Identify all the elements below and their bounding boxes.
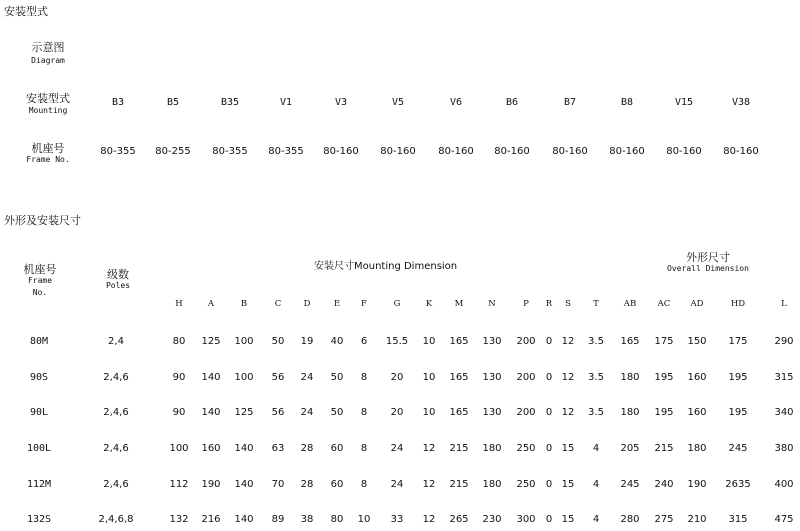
poles-header-en: Poles [105,281,131,290]
poles-cell: 2,4,6,8 [98,514,134,525]
dimension-cell: 215 [449,443,469,454]
dimension-cell: 80 [330,514,344,525]
frame-range-cell: 80-255 [155,146,191,157]
dimension-cell: 8 [360,443,368,454]
mounting-type-cell: V5 [391,97,405,108]
frame-header-en: Frame [27,276,53,285]
column-header-a: A [207,299,215,309]
dimension-cell: 315 [774,372,794,383]
dimension-cell: 12 [561,372,575,383]
dimension-cell: 15 [561,514,575,525]
dimension-cell: 130 [482,336,502,347]
mounting-type-cell: V6 [449,97,463,108]
column-header-c: C [274,299,282,309]
dimension-cell: 112 [169,479,189,490]
dimension-cell: 4 [592,479,600,490]
dimension-cell: 200 [516,336,536,347]
dimension-cell: 63 [271,443,285,454]
dimension-cell: 180 [482,479,502,490]
dimension-cell: 60 [330,443,344,454]
dimension-cell: 0 [545,372,553,383]
dimension-cell: 0 [545,336,553,347]
dimension-cell: 20 [390,407,404,418]
dimension-cell: 50 [330,407,344,418]
dimension-cell: 195 [654,407,674,418]
dimension-cell: 165 [449,372,469,383]
dimension-cell: 190 [201,479,221,490]
dimension-cell: 180 [687,443,707,454]
poles-cell: 2,4,6 [103,479,129,490]
column-header-s: S [565,299,571,309]
frame-range-cell: 80-160 [552,146,588,157]
poles-cell: 2,4,6 [103,372,129,383]
dimension-cell: 250 [516,479,536,490]
frame-range-cell: 80-160 [609,146,645,157]
diagram-label-cn: 示意图 [31,41,65,54]
dimension-cell: 4 [592,514,600,525]
dimension-cell: 165 [449,407,469,418]
column-header-f: F [361,299,367,309]
frame-cell: 80M [29,336,49,347]
column-header-ab: AB [623,299,637,309]
column-header-l: L [781,299,787,309]
dimension-cell: 19 [300,336,314,347]
mounting-type-cell: B3 [111,97,125,108]
dimension-cell: 140 [234,443,254,454]
dimension-cell: 90 [172,372,186,383]
dimension-cell: 100 [169,443,189,454]
dimension-cell: 240 [654,479,674,490]
dimension-cell: 175 [654,336,674,347]
dimension-cell: 165 [620,336,640,347]
dimension-cell: 180 [620,372,640,383]
mounting-type-cell: V1 [279,97,293,108]
dimension-cell: 50 [271,336,285,347]
frame-range-cell: 80-355 [268,146,304,157]
dimension-cell: 150 [687,336,707,347]
dimension-cell: 3.5 [588,336,604,347]
dimension-cell: 0 [545,479,553,490]
dimension-cell: 24 [300,407,314,418]
dimension-cell: 33 [390,514,404,525]
dimension-cell: 10 [422,372,436,383]
column-header-d: D [303,299,311,309]
dimension-cell: 100 [234,336,254,347]
frame-range-cell: 80-355 [100,146,136,157]
dimension-cell: 12 [422,443,436,454]
dimension-cell: 210 [687,514,707,525]
dimension-cell: 195 [728,372,748,383]
dimension-cell: 275 [654,514,674,525]
dimension-cell: 3.5 [588,372,604,383]
column-header-k: K [425,299,433,309]
dimension-cell: 12 [422,479,436,490]
dimension-cell: 195 [728,407,748,418]
dimension-cell: 40 [330,336,344,347]
dimension-cell: 165 [449,336,469,347]
mounting-type-cell: V38 [731,97,751,108]
dimension-cell: 50 [330,372,344,383]
dimension-cell: 190 [687,479,707,490]
column-header-g: G [393,299,401,309]
frame-range-cell: 80-160 [723,146,759,157]
dimension-cell: 10 [357,514,371,525]
diagram-label-en: Diagram [31,56,65,65]
dimension-cell: 380 [774,443,794,454]
frame-label-en: Frame No. [26,155,70,164]
dimension-cell: 8 [360,372,368,383]
frame-cell: 90S [29,372,49,383]
mounting-type-cell: B6 [505,97,519,108]
column-header-p: P [523,299,529,309]
dimension-cell: 28 [300,479,314,490]
dimension-cell: 205 [620,443,640,454]
dimension-cell: 125 [201,336,221,347]
dimension-cell: 12 [422,514,436,525]
dimension-cell: 6 [360,336,368,347]
column-header-t: T [593,299,599,309]
dimension-cell: 3.5 [588,407,604,418]
dimension-cell: 140 [201,372,221,383]
overall-dimension-header-en: Overall Dimension [667,264,749,273]
frame-range-cell: 80-160 [438,146,474,157]
dimension-cell: 38 [300,514,314,525]
frame-range-cell: 80-160 [666,146,702,157]
dimension-cell: 140 [234,514,254,525]
column-header-ac: AC [657,299,671,309]
poles-cell: 2,4,6 [103,407,129,418]
dimension-cell: 315 [728,514,748,525]
frame-range-cell: 80-160 [494,146,530,157]
dimension-cell: 340 [774,407,794,418]
column-header-e: E [333,299,341,309]
dimension-cell: 125 [234,407,254,418]
dimension-cell: 216 [201,514,221,525]
dimension-cell: 60 [330,479,344,490]
dimension-section-title: 外形及安装尺寸 [4,214,81,227]
dimension-cell: 10 [422,336,436,347]
dimension-cell: 160 [687,372,707,383]
dimension-cell: 15 [561,443,575,454]
dimension-cell: 215 [654,443,674,454]
mounting-type-cell: B7 [563,97,577,108]
dimension-cell: 160 [201,443,221,454]
frame-cell: 100L [26,443,52,454]
mounting-type-cell: V15 [674,97,694,108]
mounting-type-cell: V3 [334,97,348,108]
column-header-b: B [240,299,248,309]
overall-dimension-header-cn: 外形尺寸 [686,251,730,264]
dimension-cell: 8 [360,407,368,418]
column-header-ad: AD [690,299,704,309]
dimension-cell: 245 [620,479,640,490]
dimension-cell: 200 [516,407,536,418]
dimension-cell: 290 [774,336,794,347]
frame-cell: 132S [26,514,52,525]
dimension-cell: 400 [774,479,794,490]
dimension-cell: 15 [561,479,575,490]
poles-cell: 2,4,6 [103,443,129,454]
frame-header-en-2: No. [32,288,48,297]
frame-label-cn: 机座号 [31,142,65,155]
dimension-cell: 80 [172,336,186,347]
frame-cell: 112M [26,479,52,490]
dimension-cell: 12 [561,336,575,347]
frame-cell: 90L [29,407,49,418]
dimension-cell: 130 [482,372,502,383]
column-header-hd: HD [730,299,746,309]
dimension-cell: 130 [482,407,502,418]
dimension-cell: 300 [516,514,536,525]
dimension-cell: 175 [728,336,748,347]
dimension-cell: 245 [728,443,748,454]
dimension-cell: 24 [390,443,404,454]
dimension-cell: 180 [620,407,640,418]
mounting-section-title: 安装型式 [4,5,48,18]
dimension-cell: 200 [516,372,536,383]
poles-header-cn: 级数 [107,268,129,281]
dimension-cell: 140 [201,407,221,418]
dimension-cell: 12 [561,407,575,418]
column-header-n: N [488,299,496,309]
dimension-cell: 10 [422,407,436,418]
dimension-cell: 265 [449,514,469,525]
dimension-cell: 475 [774,514,794,525]
mounting-dimension-group-header: 安装尺寸Mounting Dimension [314,261,458,272]
column-header-r: R [545,299,553,309]
mounting-label-en: Mounting [28,106,68,115]
frame-range-cell: 80-160 [323,146,359,157]
dimension-cell: 215 [449,479,469,490]
poles-cell: 2,4 [108,336,124,347]
mounting-type-cell: B8 [620,97,634,108]
dimension-cell: 100 [234,372,254,383]
dimension-cell: 140 [234,479,254,490]
dimension-cell: 2635 [725,479,751,490]
dimension-cell: 250 [516,443,536,454]
frame-range-cell: 80-355 [212,146,248,157]
dimension-cell: 230 [482,514,502,525]
dimension-cell: 195 [654,372,674,383]
mounting-type-cell: B35 [220,97,240,108]
dimension-cell: 8 [360,479,368,490]
dimension-cell: 0 [545,407,553,418]
dimension-cell: 15.5 [385,336,409,347]
dimension-cell: 90 [172,407,186,418]
dimension-cell: 20 [390,372,404,383]
mounting-type-cell: B5 [166,97,180,108]
dimension-cell: 160 [687,407,707,418]
dimension-cell: 89 [271,514,285,525]
dimension-cell: 280 [620,514,640,525]
dimension-cell: 28 [300,443,314,454]
column-header-h: H [175,299,183,309]
frame-range-cell: 80-160 [380,146,416,157]
dimension-cell: 0 [545,443,553,454]
dimension-cell: 180 [482,443,502,454]
column-header-m: M [454,299,464,309]
dimension-cell: 24 [300,372,314,383]
dimension-cell: 56 [271,372,285,383]
dimension-cell: 56 [271,407,285,418]
mounting-label-cn: 安装型式 [26,92,70,105]
dimension-cell: 24 [390,479,404,490]
dimension-cell: 132 [169,514,189,525]
dimension-cell: 70 [271,479,285,490]
frame-header-cn: 机座号 [23,263,57,276]
dimension-cell: 0 [545,514,553,525]
dimension-cell: 4 [592,443,600,454]
